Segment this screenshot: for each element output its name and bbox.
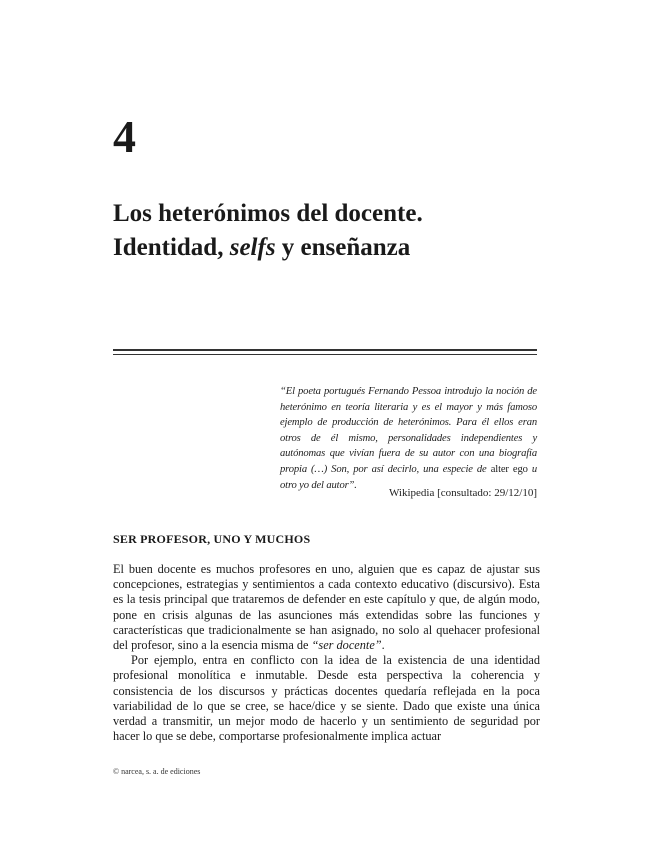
title-divider-thick	[113, 349, 537, 351]
epigraph-quote-main: “El poeta portugués Fernando Pessoa introdujo la noción de heterónimo en teoría literaria y es el mayor y más famoso ejemplo de producción de heterónimos. Para él ellos eran otros de él mismo, personalidades independientes y autónomas que vivían fuera de su autor con una biografía propia (…) Son, por así decirlo, una especie de	[280, 386, 537, 475]
chapter-title	[113, 197, 553, 265]
epigraph-quote-alter-ego: alter ego	[490, 463, 528, 475]
title-divider-thin	[113, 354, 537, 355]
section-heading: SER PROFESOR, UNO Y MUCHOS	[113, 532, 311, 546]
epigraph-quote	[280, 384, 537, 493]
paragraph-1-end: .	[381, 638, 385, 653]
footer-copyright: © narcea, s. a. de ediciones	[113, 767, 201, 776]
epigraph-quote-end: u otro yo del autor”.	[280, 463, 537, 491]
paragraph-2: Por ejemplo, entra en conflicto con la idea de la existencia de una identidad profesional monolítica e inmutable. Desde esta perspectiva la coherencia y consistencia de los discursos y prácticas docentes quedaría reflejada en la poca variabilidad de lo que se cree, se hace/dice y se siente. Dado que existe una única verdad a transmitir, un mejor modo de hacerlo y un sentimiento de seguridad por hacer lo que se debe, comportarse profesionalmente implica actuar	[113, 653, 540, 744]
title-prefix: Identidad,	[113, 234, 230, 261]
paragraph-1-italic: “ser docente”	[311, 638, 382, 653]
paragraph-1	[113, 562, 540, 653]
chapter-number: 4	[113, 111, 136, 162]
chapter-title-line-2	[113, 231, 553, 265]
paragraph-1-text: El buen docente es muchos profesores en uno, alguien que es capaz de ajustar sus concepciones, estrategias y sentimientos a cada contexto educativo (discursivo). Esta es la tesis principal que trataremos de defender en este capítulo y que, de algún modo, pone en crisis algunas de las asunciones más extendidas sobre las funciones y características que tradicionalmente se han asignado, no solo al quehacer profesional del profesor, sino a la esencia misma de	[113, 562, 540, 653]
title-suffix: y enseñanza	[275, 234, 411, 261]
title-italic-word: selfs	[229, 234, 276, 261]
body-text	[113, 562, 540, 744]
epigraph-citation: Wikipedia [consultado: 29/12/10]	[388, 487, 537, 499]
chapter-title-line-1: Los heterónimos del docente.	[113, 200, 423, 227]
